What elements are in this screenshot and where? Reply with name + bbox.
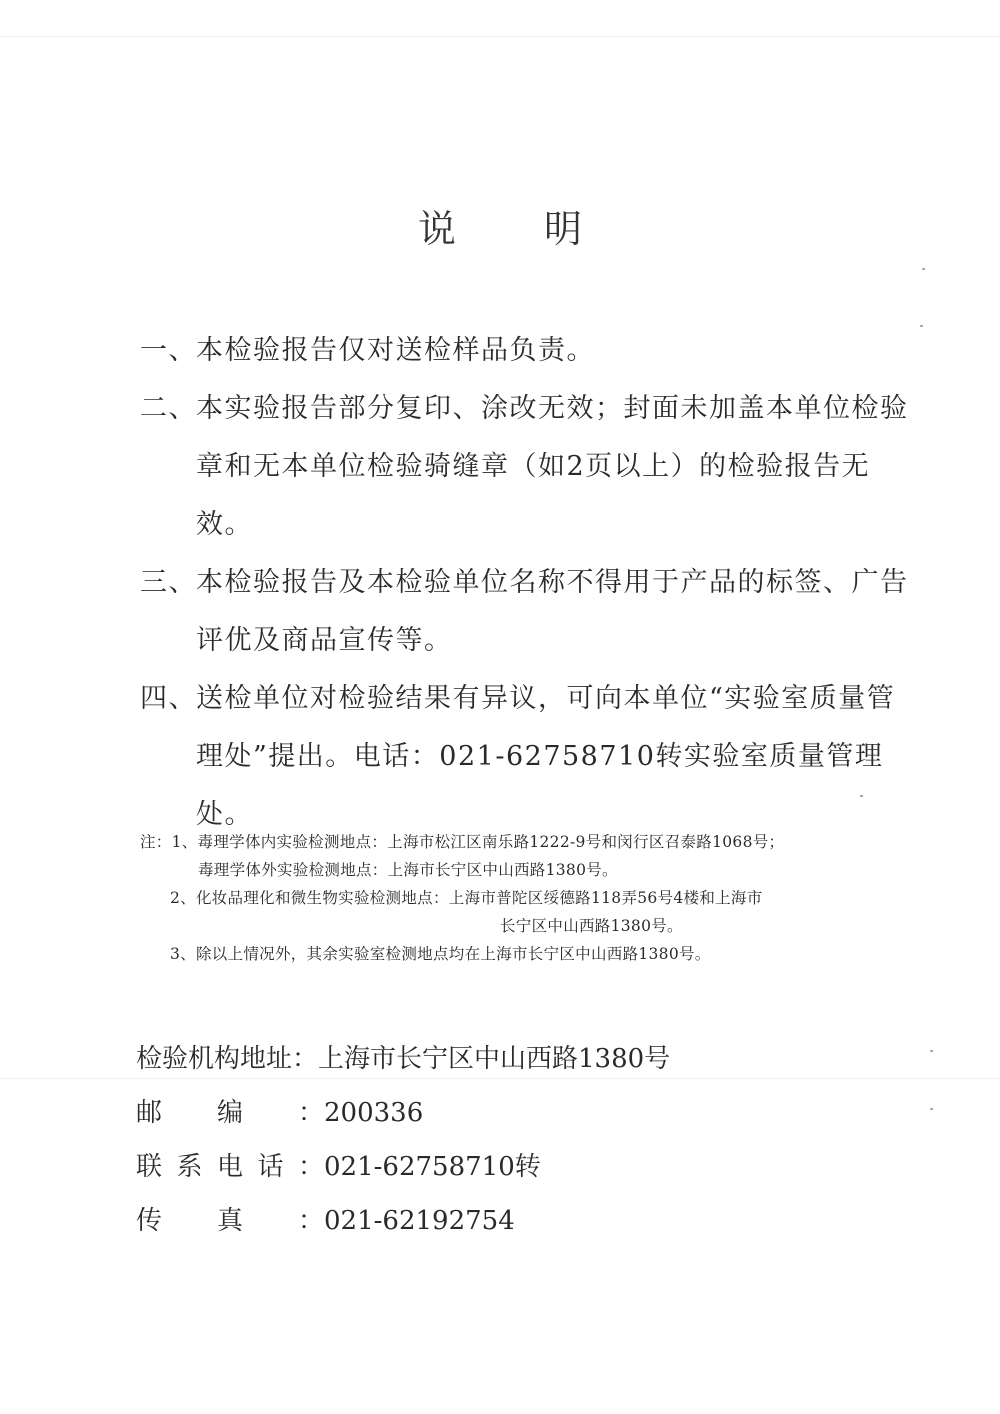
statement-item bbox=[140, 380, 920, 554]
address-value: 上海市长宁区中山西路1380号 bbox=[318, 1044, 671, 1074]
note-line: 2、化妆品理化和微生物实验检测地点：上海市普陀区绥德路118弄56号4楼和上海市 bbox=[170, 889, 763, 907]
item-number: 二、 bbox=[140, 393, 197, 424]
note-line: 3、除以上情况外，其余实验室检测地点均在上海市长宁区中山西路1380号。 bbox=[170, 945, 711, 963]
scan-speck bbox=[930, 1050, 933, 1052]
contact-phone-row bbox=[136, 1140, 896, 1194]
item-text-continued: 理处”提出。电话：021-62758710转实验室质量管理处。 bbox=[196, 741, 884, 830]
page-title: 说明 bbox=[417, 207, 670, 251]
postcode-label: 邮编： bbox=[136, 1098, 324, 1128]
item-number: 三、 bbox=[140, 567, 197, 598]
item-text: 送检单位对检验结果有异议，可向本单位“实验室质量管 bbox=[196, 683, 896, 714]
statement-list bbox=[140, 322, 920, 844]
phone-label: 联系电话： bbox=[136, 1152, 324, 1182]
address-label: 检验机构地址： bbox=[136, 1044, 319, 1074]
item-text: 本实验报告部分复印、涂改无效；封面未加盖本单位检验 bbox=[196, 393, 909, 424]
contact-block bbox=[136, 1032, 896, 1248]
phone-value: 021-62758710转 bbox=[324, 1152, 541, 1182]
scan-speck bbox=[930, 1108, 933, 1110]
note-line: 毒理学体外实验检测地点：上海市长宁区中山西路1380号。 bbox=[198, 861, 618, 879]
scan-speck bbox=[920, 325, 923, 327]
contact-address-row bbox=[136, 1032, 896, 1086]
item-text: 本检验报告及本检验单位名称不得用于产品的标签、广告 bbox=[196, 567, 909, 598]
item-text: 本检验报告仅对送检样品负责。 bbox=[196, 335, 595, 366]
scan-speck bbox=[922, 268, 925, 270]
item-number: 一、 bbox=[140, 335, 197, 366]
note-line: 注：1、毒理学体内实验检测地点：上海市松江区南乐路1222-9号和闵行区召泰路1068号； bbox=[140, 833, 785, 851]
fax-value: 021-62192754 bbox=[324, 1206, 515, 1236]
postcode-value: 200336 bbox=[324, 1098, 424, 1128]
statement-item bbox=[140, 670, 920, 844]
item-number: 四、 bbox=[140, 683, 197, 714]
statement-item bbox=[140, 554, 920, 670]
note-line: 长宁区中山西路1380号。 bbox=[500, 917, 683, 935]
contact-fax-row bbox=[136, 1194, 896, 1248]
item-text-continued: 章和无本单位检验骑缝章（如2页以上）的检验报告无效。 bbox=[196, 451, 871, 540]
fax-label: 传真： bbox=[136, 1206, 324, 1236]
notes-block bbox=[140, 828, 900, 968]
contact-postcode-row bbox=[136, 1086, 896, 1140]
scan-edge-top bbox=[0, 36, 1000, 37]
statement-item bbox=[140, 322, 920, 380]
item-text-continued: 评优及商品宣传等。 bbox=[196, 625, 453, 656]
